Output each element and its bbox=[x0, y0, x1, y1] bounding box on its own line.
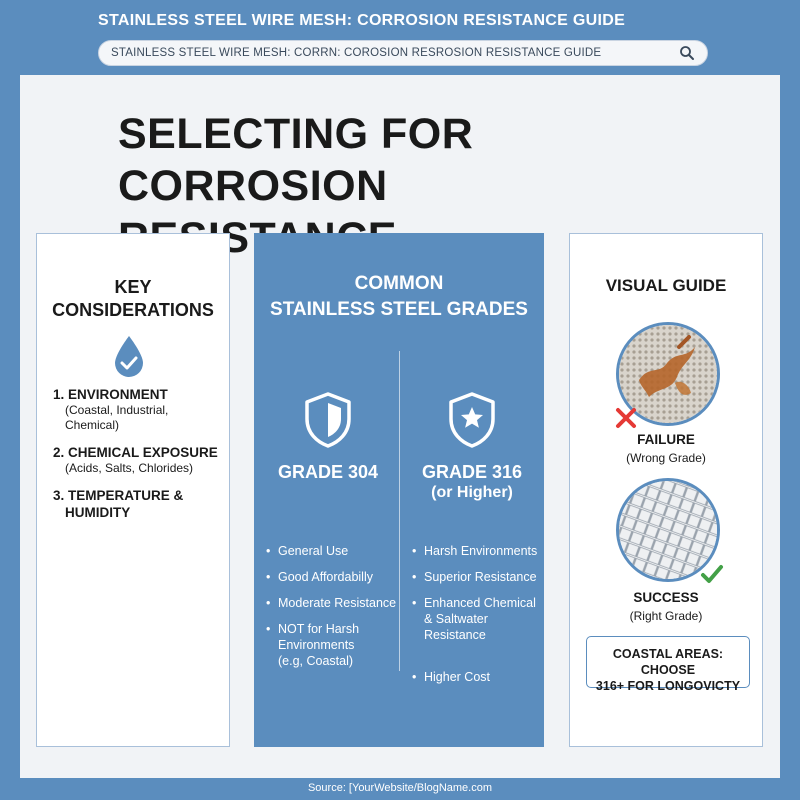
grade-316-name: GRADE 316 bbox=[421, 462, 523, 482]
consideration-detail: (Acids, Salts, Chlorides) bbox=[65, 461, 194, 475]
considerations-title bbox=[37, 276, 229, 322]
list-item: • Moderate Resistance bbox=[266, 596, 397, 610]
success-check-icon bbox=[700, 562, 724, 586]
grade-316-header bbox=[402, 391, 542, 503]
grade-304-header bbox=[258, 391, 398, 483]
considerations-title-line-1: KEY bbox=[114, 277, 152, 297]
grades-title bbox=[254, 271, 544, 323]
list-item: • Harsh Environments bbox=[412, 544, 538, 558]
list-item: • Enhanced Chemical bbox=[412, 596, 536, 610]
list-item bbox=[53, 487, 225, 521]
search-icon[interactable] bbox=[679, 45, 695, 61]
feature-text: Environments bbox=[278, 638, 355, 652]
grades-title-line-2: STAINLESS STEEL GRADES bbox=[270, 299, 528, 320]
list-item-cont bbox=[266, 637, 406, 653]
source-credit: Source: [YourWebsite/BlogName.com bbox=[307, 782, 493, 794]
headline-line-1: SELECTING FOR CORROSION bbox=[118, 110, 474, 210]
list-item: • Superior Resistance bbox=[412, 570, 537, 584]
feature-text: Moderate Resistance bbox=[278, 596, 397, 610]
consideration-heading-cont: HUMIDITY bbox=[65, 505, 131, 520]
list-item bbox=[53, 444, 225, 476]
feature-text: Superior Resistance bbox=[424, 570, 537, 584]
success-label: SUCCESS bbox=[633, 590, 699, 605]
failure-label: FAILURE bbox=[637, 432, 695, 447]
callout-line-1: COASTAL AREAS: CHOOSE bbox=[612, 647, 724, 677]
considerations-list bbox=[53, 386, 225, 532]
grades-title-line-1: COMMON bbox=[354, 273, 444, 294]
search-input[interactable]: STAINLESS STEEL WIRE MESH: CORRN: COROSION RESROSION RESISTANCE GUIDE bbox=[111, 47, 602, 59]
feature-text: NOT for Harsh bbox=[278, 622, 360, 636]
shield-icon bbox=[302, 391, 354, 449]
grade-316-features bbox=[412, 543, 544, 695]
grade-304-features bbox=[266, 543, 406, 679]
list-item: • Higher Cost bbox=[412, 670, 490, 684]
list-item: • General Use bbox=[266, 544, 349, 558]
feature-text: Enhanced Chemical bbox=[424, 596, 536, 610]
list-item: • Good Affordabilly bbox=[266, 570, 373, 584]
feature-text: & Saltwater Resistance bbox=[424, 612, 488, 642]
feature-text: Harsh Environments bbox=[424, 544, 538, 558]
consideration-heading: 3. TEMPERATURE & bbox=[53, 488, 184, 503]
shield-star-icon bbox=[446, 391, 498, 449]
key-considerations-card bbox=[36, 233, 230, 747]
grade-316-sub: (or Higher) bbox=[431, 484, 513, 501]
coastal-callout bbox=[586, 636, 750, 693]
success-sub: (Right Grade) bbox=[629, 609, 703, 623]
page-header-title: STAINLESS STEEL WIRE MESH: CORROSION RESISTANCE GUIDE bbox=[98, 12, 626, 29]
grades-card bbox=[254, 233, 544, 747]
callout-line-2: 316+ FOR LONGOVICTY bbox=[595, 679, 741, 693]
grade-304-name: GRADE 304 bbox=[277, 462, 379, 482]
list-item bbox=[53, 386, 225, 433]
water-drop-check-icon bbox=[111, 334, 147, 378]
consideration-heading: 1. ENVIRONMENT bbox=[53, 387, 168, 402]
list-item-cont bbox=[266, 653, 406, 669]
failure-sub: (Wrong Grade) bbox=[626, 451, 706, 465]
failure-x-icon bbox=[614, 406, 638, 430]
visual-guide-card bbox=[569, 233, 763, 747]
feature-text: (e.g, Coastal) bbox=[278, 654, 354, 668]
consideration-heading: 2. CHEMICAL EXPOSURE bbox=[53, 445, 218, 460]
feature-text: General Use bbox=[278, 544, 349, 558]
search-bar[interactable] bbox=[98, 40, 708, 66]
list-item: • NOT for Harsh bbox=[266, 622, 360, 636]
feature-text: Higher Cost bbox=[424, 670, 490, 684]
consideration-detail: (Coastal, Industrial, Chemical) bbox=[65, 403, 169, 432]
list-item-cont bbox=[412, 611, 544, 643]
feature-text: Good Affordabilly bbox=[278, 570, 373, 584]
considerations-title-line-2: CONSIDERATIONS bbox=[52, 300, 214, 320]
visual-guide-title: VISUAL GUIDE bbox=[605, 276, 727, 295]
